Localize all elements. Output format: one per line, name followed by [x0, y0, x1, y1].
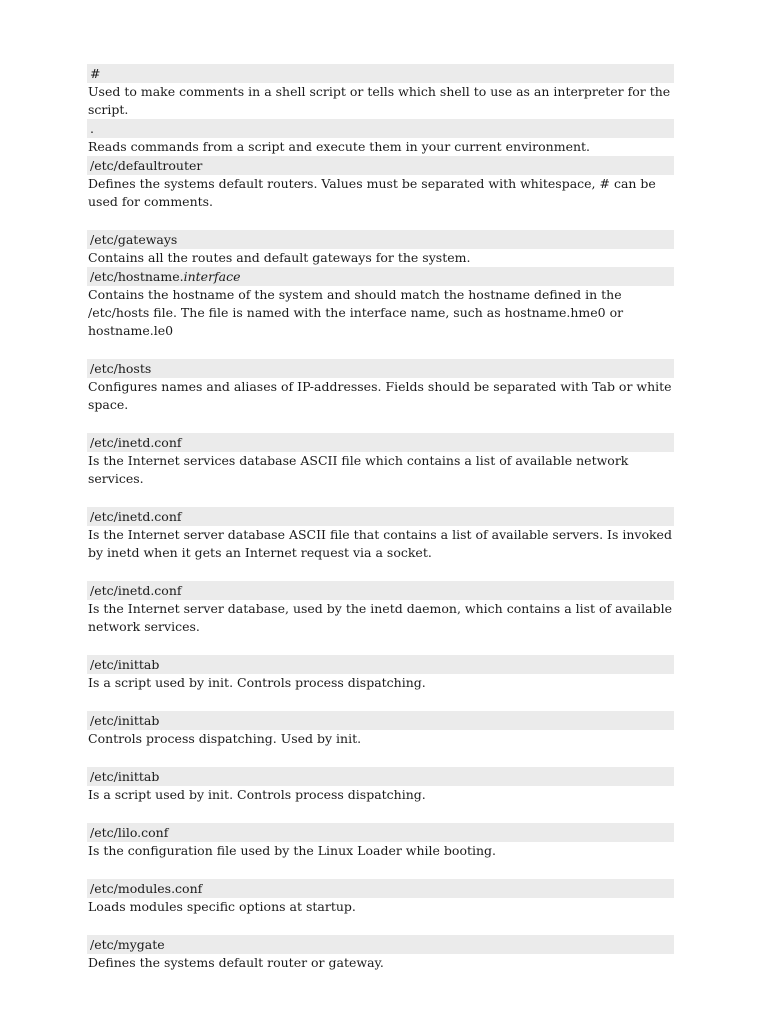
- entry-description: Controls process dispatching. Used by init.: [88, 731, 362, 746]
- glossary-entry: [87, 655, 674, 711]
- entry-spacer: [87, 804, 674, 823]
- entry-spacer: [87, 748, 674, 767]
- entry-description: Is the Internet server database, used by the inetd daemon, which contains a list of available network services.: [88, 601, 672, 634]
- entry-term: [87, 823, 674, 842]
- entry-term: [87, 433, 674, 452]
- entry-term: [87, 581, 674, 600]
- entry-description: Is a script used by init. Controls process dispatching.: [88, 787, 426, 802]
- entry-description: Is the Internet services database ASCII file which contains a list of available network services.: [88, 453, 629, 486]
- entry-term: [87, 156, 674, 175]
- entry-spacer: [87, 692, 674, 711]
- glossary-entry: [87, 267, 674, 359]
- entry-description: Configures names and aliases of IP-addresses. Fields should be separated with Tab or white space.: [88, 379, 672, 412]
- entry-term-text: /etc/modules.conf: [90, 881, 203, 896]
- entry-term-suffix: interface: [183, 269, 241, 284]
- entry-spacer: [87, 488, 674, 507]
- entry-term: [87, 711, 674, 730]
- entry-description: Loads modules specific options at startup.: [88, 899, 356, 914]
- glossary-entry: [87, 935, 674, 972]
- entry-description: Defines the systems default routers. Values must be separated with whitespace, # can be used for comments.: [88, 176, 656, 209]
- entry-spacer: [87, 414, 674, 433]
- entry-term: [87, 879, 674, 898]
- entry-term-text: /etc/inittab: [90, 657, 160, 672]
- entry-spacer: [87, 860, 674, 879]
- entry-description: Contains all the routes and default gateways for the system.: [88, 250, 471, 265]
- entry-spacer: [87, 916, 674, 935]
- glossary-entry: [87, 359, 674, 433]
- glossary-entry: [87, 433, 674, 507]
- entry-term: [87, 230, 674, 249]
- entry-description: Contains the hostname of the system and should match the hostname defined in the /etc/hosts file. The file is named with the interface name, such as hostname.hme0 or hostname.le0: [88, 287, 624, 338]
- glossary-entry: [87, 879, 674, 935]
- entry-term: [87, 359, 674, 378]
- entry-term-text: /etc/mygate: [90, 937, 165, 952]
- entry-spacer: [87, 636, 674, 655]
- entry-term-text: .: [90, 121, 94, 136]
- entry-term-text: /etc/inetd.conf: [90, 435, 182, 450]
- entry-term: [87, 267, 674, 286]
- glossary-list: [87, 64, 674, 972]
- glossary-entry: [87, 507, 674, 581]
- entry-description: Used to make comments in a shell script or tells which shell to use as an interpreter for the script.: [88, 84, 671, 117]
- entry-term: [87, 935, 674, 954]
- entry-term-text: /etc/inittab: [90, 713, 160, 728]
- entry-term-text: /etc/lilo.conf: [90, 825, 169, 840]
- entry-term-text: /etc/hostname.: [90, 269, 184, 284]
- entry-spacer: [87, 340, 674, 359]
- entry-term-text: /etc/gateways: [90, 232, 178, 247]
- entry-term-text: /etc/inetd.conf: [90, 583, 182, 598]
- entry-description: Is a script used by init. Controls process dispatching.: [88, 675, 426, 690]
- entry-term: [87, 767, 674, 786]
- glossary-page: [87, 64, 674, 972]
- entry-term-text: /etc/hosts: [90, 361, 152, 376]
- entry-spacer: [87, 562, 674, 581]
- entry-term: [87, 64, 674, 83]
- entry-term-text: /etc/defaultrouter: [90, 158, 203, 173]
- entry-term-text: #: [90, 66, 101, 81]
- glossary-entry: [87, 156, 674, 230]
- glossary-entry: [87, 823, 674, 879]
- glossary-entry: [87, 119, 674, 156]
- glossary-entry: [87, 64, 674, 119]
- entry-description: Defines the systems default router or gateway.: [88, 955, 384, 970]
- entry-term: [87, 655, 674, 674]
- entry-description: Is the Internet server database ASCII file that contains a list of available servers. Is invoked by inetd when it gets an Internet request via a socket.: [88, 527, 672, 560]
- entry-term-text: /etc/inetd.conf: [90, 509, 182, 524]
- entry-term: [87, 507, 674, 526]
- entry-description: Reads commands from a script and execute them in your current environment.: [88, 139, 591, 154]
- glossary-entry: [87, 711, 674, 767]
- glossary-entry: [87, 581, 674, 655]
- entry-spacer: [87, 211, 674, 230]
- glossary-entry: [87, 230, 674, 267]
- entry-term: [87, 119, 674, 138]
- entry-term-text: /etc/inittab: [90, 769, 160, 784]
- entry-description: Is the configuration file used by the Linux Loader while booting.: [88, 843, 497, 858]
- glossary-entry: [87, 767, 674, 823]
